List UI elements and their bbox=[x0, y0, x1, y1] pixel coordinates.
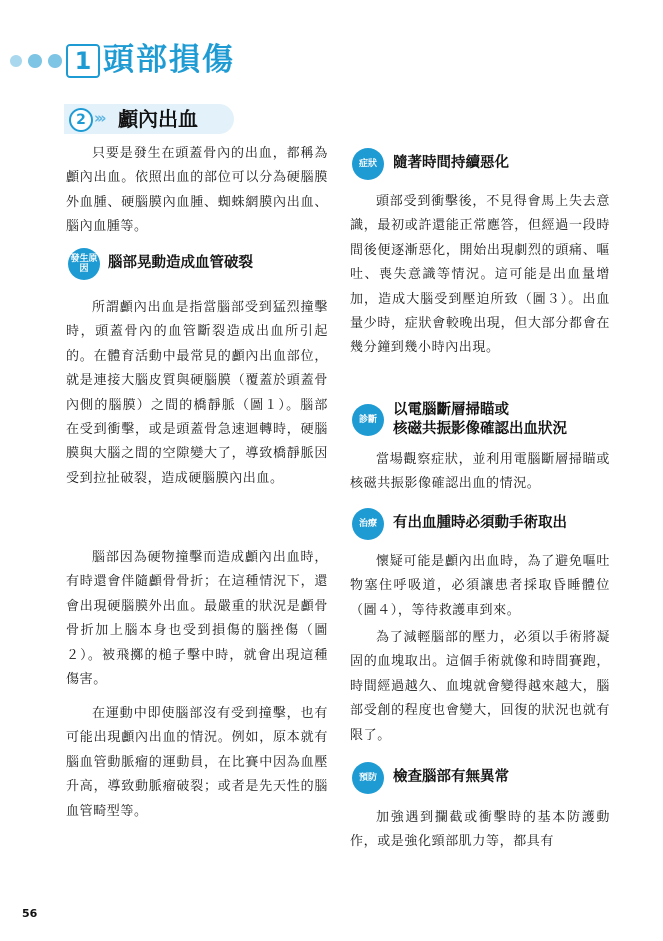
intro-paragraph: 只要是發生在頭蓋骨內的出血，都稱為顱內出血。依照出血的部位可以分為硬腦膜外血腫、硬腦膜內血腫、蜘蛛網膜內出血、腦內血腫等。 bbox=[66, 146, 328, 235]
cause-paragraph-1: 所謂顱內出血是指當腦部受到猛烈撞擊時，頭蓋骨內的血管斷裂造成出血所引起的。在體育活動中最常見的顱內出血部位，就是連接大腦皮質與硬腦膜（覆蓋於頭蓋骨內側的腦膜）之間的橋靜脈（圖１）。腦部在受到衝擊，或是頭蓋骨急速迴轉時，硬腦膜與大腦之間的空隙變大了，導致橋靜脈因受到拉扯破裂，造成硬腦膜內出血。 bbox=[66, 300, 328, 486]
diagnosis-heading-line-2: 核磁共振影像確認出血狀況 bbox=[393, 421, 567, 437]
treatment-paragraph-1: 懷疑可能是顱內出血時，為了避免嘔吐物塞住呼吸道，必須讓患者採取昏睡體位（圖４），等待救護車到來。 bbox=[350, 554, 610, 618]
symptom-badge: 症狀 bbox=[352, 148, 384, 180]
symptom-heading: 隨著時間持續惡化 bbox=[393, 155, 509, 171]
cause-paragraph-3: 在運動中即使腦部沒有受到撞擊，也有可能出現顱內出血的情況。例如，原本就有腦血管動脈瘤的運動員，在比賽中因為血壓升高，導致動脈瘤破裂；或者是先天性的腦血管畸型等。 bbox=[66, 706, 328, 819]
treatment-heading: 有出血腫時必須動手術取出 bbox=[393, 515, 567, 531]
prevention-badge: 預防 bbox=[352, 762, 384, 794]
cause-heading: 腦部晃動造成血管破裂 bbox=[108, 255, 253, 271]
treatment-badge: 治療 bbox=[352, 508, 384, 540]
cause-badge: 發生原因 bbox=[68, 248, 100, 280]
section-number: 2 bbox=[69, 108, 93, 132]
decorative-dots bbox=[10, 54, 62, 68]
diagnosis-badge: 診斷 bbox=[352, 404, 384, 436]
chapter-title: 頭部損傷 bbox=[103, 42, 235, 78]
diagnosis-paragraph: 當場觀察症狀，並利用電腦斷層掃瞄或核磁共振影像確認出血的情況。 bbox=[350, 452, 610, 492]
symptom-paragraph: 頭部受到衝擊後，不見得會馬上失去意識，最初或許還能正常應答，但經過一段時間後便逐漸惡化，開始出現劇烈的頭痛、嘔吐、喪失意識等情況。這可能是出血量增加，造成大腦受到壓迫所致（圖３）。出血量少時，症狀會較晚出現，但大部分都會在幾分鐘到幾小時內出現。 bbox=[350, 194, 610, 356]
prevention-heading: 檢查腦部有無異常 bbox=[393, 769, 509, 785]
prevention-paragraph: 加強遇到攔截或衝擊時的基本防護動作，或是強化頸部肌力等，都具有 bbox=[350, 810, 610, 850]
chapter-number: 1 bbox=[66, 44, 100, 78]
section-title: 顱內出血 bbox=[118, 107, 198, 131]
diagnosis-heading-line-1: 以電腦斷層掃瞄或 bbox=[393, 402, 509, 418]
page-number: 56 bbox=[22, 907, 38, 920]
cause-paragraph-2: 腦部因為硬物撞擊而造成顱內出血時，有時還會伴隨顱骨骨折；在這種情況下，還會出現硬腦膜外出血。最嚴重的狀況是顱骨骨折加上腦本身也受到損傷的腦挫傷（圖２）。被飛擲的槌子擊中時，就會出現這種傷害。 bbox=[66, 550, 328, 688]
treatment-paragraph-2: 為了減輕腦部的壓力，必須以手術將凝固的血塊取出。這個手術就像和時間賽跑，時間經過越久、血塊就會變得越來越大，腦部受創的程度也會變大，回復的狀況也就有限了。 bbox=[350, 630, 610, 743]
chevron-right-icon: ››› bbox=[94, 109, 104, 127]
